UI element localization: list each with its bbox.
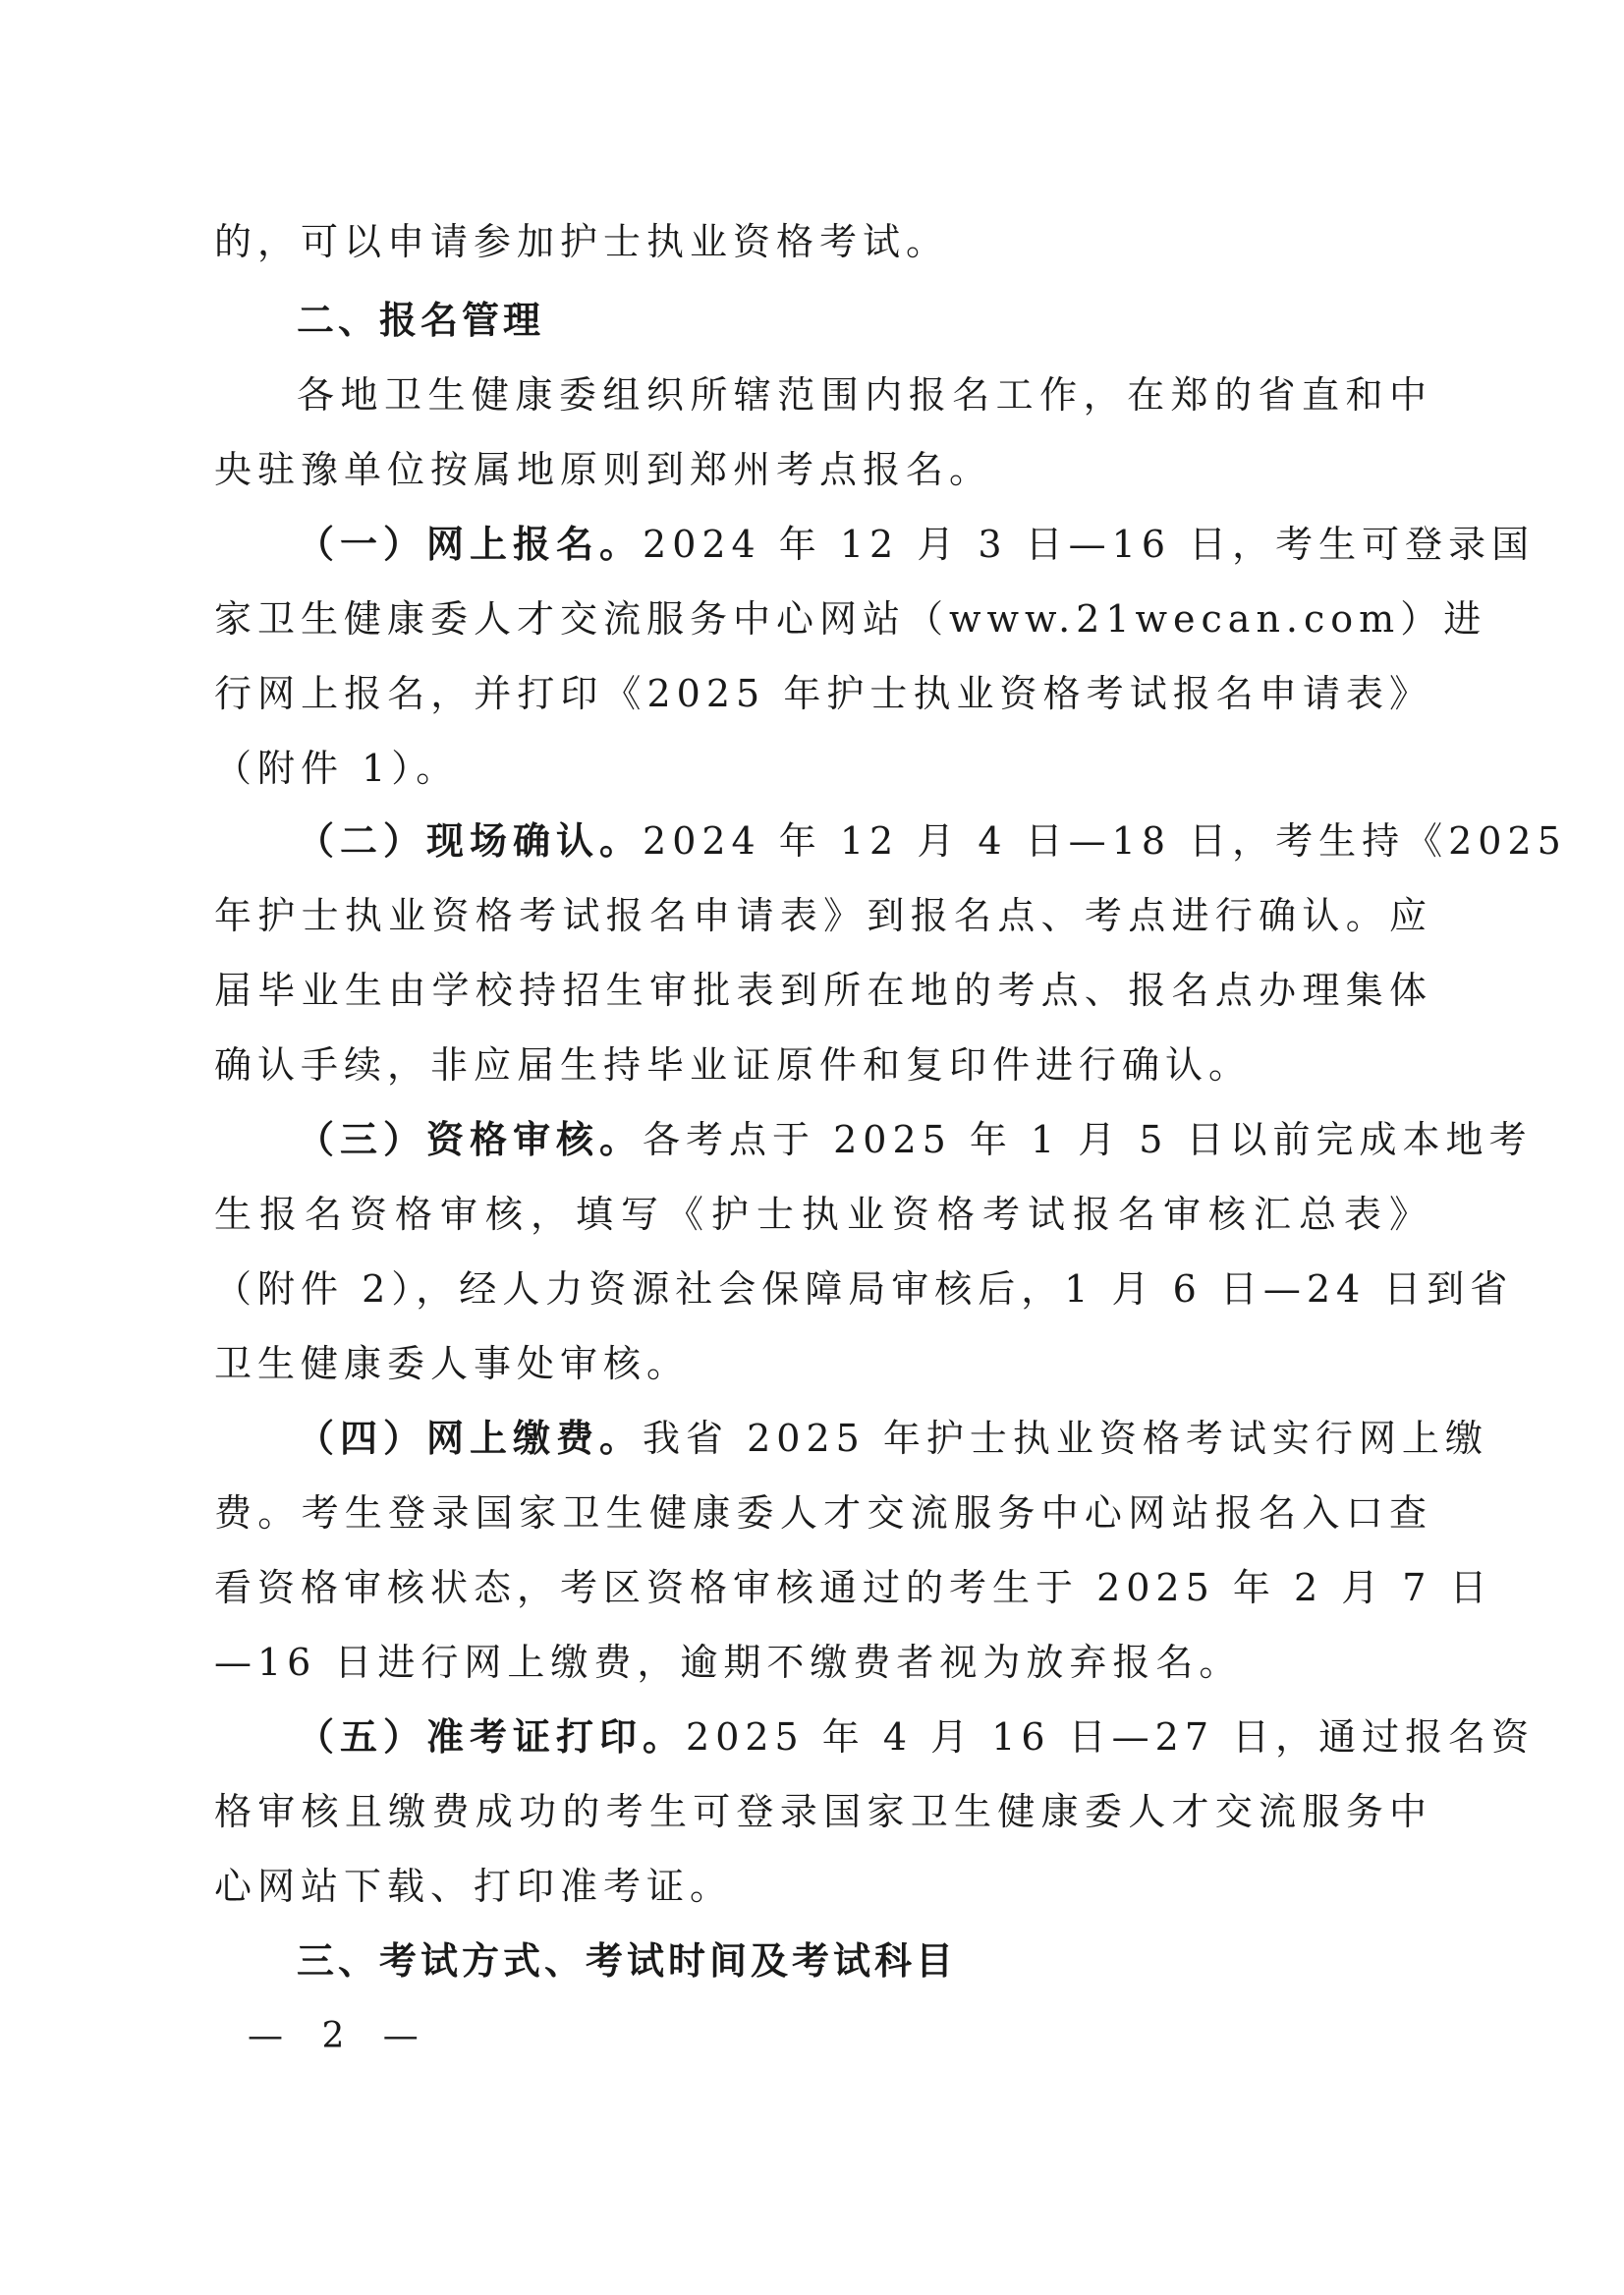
subsection-title: （三）资格审核。 [297, 1118, 644, 1161]
subsection-title: （四）网上缴费。 [297, 1417, 644, 1460]
line-text: 心网站下载、打印准考证。 [214, 1865, 734, 1908]
line-text: 各考点于 2025 年 1 月 5 日以前完成本地考 [643, 1118, 1533, 1161]
paragraph-line [214, 212, 1432, 271]
line-text: （附件 1）。 [214, 747, 460, 790]
paragraph-line [214, 589, 1487, 648]
line-text: （附件 2），经人力资源社会保障局审核后，1 月 6 日—24 日到省 [214, 1267, 1514, 1311]
line-text: 格审核且缴费成功的考生可登录国家卫生健康委人才交流服务中 [214, 1790, 1432, 1833]
line-text: 央驻豫单位按属地原则到郑州考点报名。 [214, 448, 993, 491]
line-text: 家卫生健康委人才交流服务中心网站（www.21wecan.com）进 [214, 597, 1487, 641]
paragraph-line [297, 515, 1536, 574]
section-heading [297, 1931, 1432, 1990]
paragraph-line [214, 664, 1432, 723]
line-text: 2024 年 12 月 3 日—16 日，考生可登录国 [643, 523, 1536, 566]
paragraph-line [297, 365, 1432, 424]
heading-text: 二、报名管理 [297, 299, 545, 342]
subsection-title: （二）现场确认。 [297, 819, 644, 863]
subsection-title: （五）准考证打印。 [297, 1715, 687, 1759]
subsection-title: （一）网上报名。 [297, 523, 644, 566]
paragraph-line [214, 1483, 1432, 1542]
paragraph-line [214, 961, 1432, 1020]
line-text: 2024 年 12 月 4 日—18 日，考生持《2025 [643, 819, 1567, 863]
paragraph-line [214, 1259, 1514, 1318]
paragraph-line [214, 739, 1432, 798]
line-text: —16 日进行网上缴费，逾期不缴费者视为放弃报名。 [214, 1641, 1243, 1684]
paragraph-line [297, 1409, 1488, 1468]
line-text: 生报名资格审核，填写《护士执业资格考试报名审核汇总表》 [214, 1193, 1432, 1236]
paragraph-line [214, 440, 1432, 499]
line-text: 行网上报名，并打印《2025 年护士执业资格考试报名申请表》 [214, 672, 1432, 715]
paragraph-line [214, 1857, 1432, 1916]
paragraph-line [297, 812, 1567, 870]
section-heading [297, 291, 1432, 350]
paragraph-line [214, 1185, 1432, 1244]
paragraph-line [214, 1782, 1432, 1841]
page-number: — 2 — [248, 2016, 432, 2056]
paragraph-line [214, 1334, 1432, 1393]
paragraph-line [297, 1707, 1536, 1766]
line-text: 的，可以申请参加护士执业资格考试。 [214, 220, 950, 263]
line-text: 2025 年 4 月 16 日—27 日，通过报名资 [686, 1715, 1536, 1759]
paragraph-line [297, 1110, 1533, 1169]
line-text: 卫生健康委人事处审核。 [214, 1342, 691, 1385]
line-text: 确认手续，非应届生持毕业证原件和复印件进行确认。 [214, 1043, 1253, 1087]
paragraph-line [214, 1558, 1493, 1617]
paragraph-line [214, 1036, 1432, 1094]
heading-text: 三、考试方式、考试时间及考试科目 [297, 1939, 958, 1983]
line-text: 费。考生登录国家卫生健康委人才交流服务中心网站报名入口查 [214, 1491, 1432, 1535]
line-text: 我省 2025 年护士执业资格考试实行网上缴 [643, 1417, 1488, 1460]
paragraph-line [214, 886, 1432, 945]
line-text: 看资格审核状态，考区资格审核通过的考生于 2025 年 2 月 7 日 [214, 1566, 1493, 1609]
line-text: 各地卫生健康委组织所辖范围内报名工作，在郑的省直和中 [297, 373, 1432, 417]
line-text: 届毕业生由学校持招生审批表到所在地的考点、报名点办理集体 [214, 969, 1432, 1012]
line-text: 年护士执业资格考试报名申请表》到报名点、考点进行确认。应 [214, 894, 1432, 937]
paragraph-line [214, 1633, 1432, 1692]
